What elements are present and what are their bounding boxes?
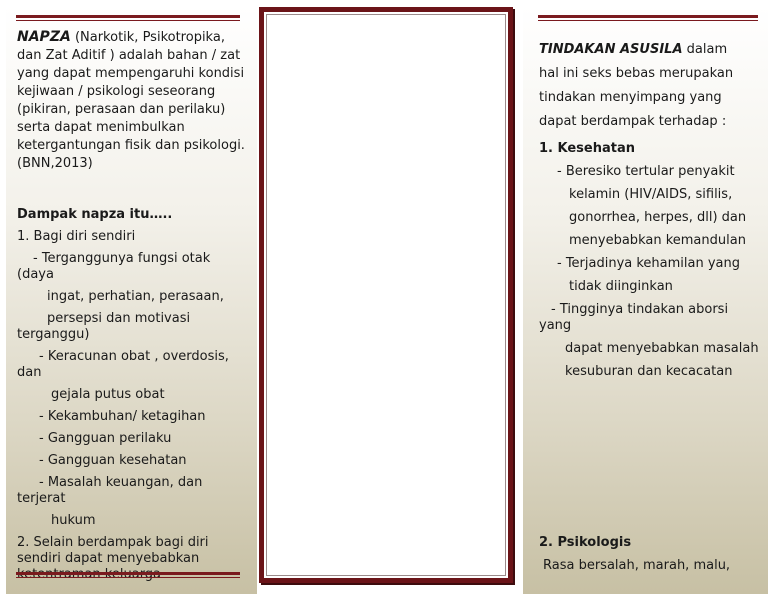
asusila-intro-4: dapat berdampak terhadap :	[539, 114, 727, 129]
item-fungsi-otak-3: persepsi dan motivasi terganggu)	[17, 311, 191, 342]
right-panel	[523, 6, 768, 594]
item-fungsi-otak-1: - Terganggunya fungsi otak (daya	[17, 251, 211, 282]
item-tertular-2: kelamin (HIV/AIDS, sifilis,	[569, 187, 733, 202]
point-keluarga: 2. Selain berdampak bagi diri sendiri dapat menyebabkan ketentraman keluarga	[17, 535, 209, 582]
dampak-napza-section	[17, 207, 247, 583]
item-kehamilan-2: tidak diinginkan	[569, 279, 673, 294]
asusila-intro-2: hal ini seks bebas merupakan	[539, 66, 734, 81]
psikologis-text: Rasa bersalah, marah, malu,	[543, 558, 731, 573]
napza-term: NAPZA	[17, 29, 71, 45]
item-tertular-4: menyebabkan kemandulan	[569, 233, 746, 248]
point-diri-sendiri: 1. Bagi diri sendiri	[17, 229, 136, 244]
item-aborsi-3: kesuburan dan kecacatan	[565, 364, 733, 379]
item-keracunan-1: - Keracunan obat , overdosis, dan	[17, 349, 229, 380]
asusila-intro-3: tindakan menyimpang yang	[539, 90, 722, 105]
item-tertular-1: - Beresiko tertular penyakit	[557, 164, 735, 179]
napza-definition-text: (Narkotik, Psikotropika, dan Zat Aditif ) adalah bahan / zat yang dapat mempengaruhi kondisi kejiwaan / psikologi seseorang (pikiran, perasaan dan perilaku) serta dapat menimbulkan ketergantungan fisik dan psikologi. (BNN,2013)	[17, 30, 245, 171]
top-rule	[16, 15, 240, 21]
item-tertular-3: gonorrhea, herpes, dll) dan	[569, 210, 747, 225]
middle-frame-inner	[266, 14, 506, 576]
kesehatan-heading: 1. Kesehatan	[539, 141, 635, 156]
middle-frame	[259, 7, 513, 583]
napza-definition	[17, 28, 247, 173]
item-fungsi-otak-2: ingat, perhatian, perasaan,	[47, 289, 224, 304]
asusila-intro-1: dalam	[682, 42, 728, 57]
left-panel	[6, 6, 257, 594]
psikologis-section	[539, 535, 764, 574]
item-kehamilan-1: - Terjadinya kehamilan yang	[557, 256, 741, 271]
item-gangguan-perilaku: - Gangguan perilaku	[39, 431, 172, 446]
asusila-term: TINDAKAN ASUSILA	[539, 42, 683, 57]
item-keracunan-2: gejala putus obat	[51, 387, 165, 402]
psikologis-heading: 2. Psikologis	[539, 535, 632, 550]
item-keuangan-2: hukum	[51, 513, 96, 528]
item-gangguan-kesehatan: - Gangguan kesehatan	[39, 453, 187, 468]
item-aborsi-1: - Tingginya tindakan aborsi yang	[539, 302, 729, 333]
bottom-rule	[16, 572, 240, 578]
item-kekambuhan: - Kekambuhan/ ketagihan	[39, 409, 206, 424]
dampak-heading: Dampak napza itu…..	[17, 207, 173, 222]
asusila-intro	[539, 38, 764, 134]
item-aborsi-2: dapat menyebabkan masalah	[565, 341, 759, 356]
kesehatan-section	[539, 141, 764, 380]
item-keuangan-1: - Masalah keuangan, dan terjerat	[17, 475, 203, 506]
top-rule-right	[538, 15, 758, 21]
